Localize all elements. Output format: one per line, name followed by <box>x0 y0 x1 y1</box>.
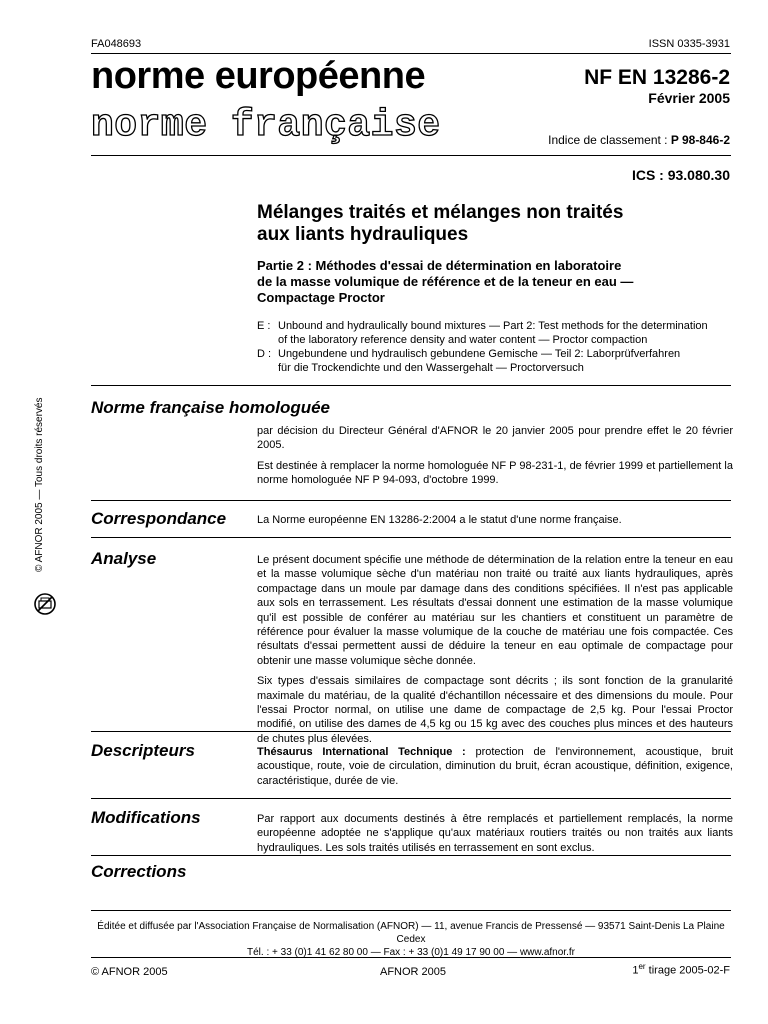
side-copyright-text: © AFNOR 2005 — Tous droits réservés <box>34 397 45 572</box>
paragraph: Le présent document spécifie une méthode de détermination de la relation entre la teneur en eau et la masse volumique sèche d'un matériau non traité ou traité aux liants hydrauliques, après compactage dans un moule par damage dans des conditions spécifiées. Il n'est pas applicable aux sols en terrassement. Les résultats d'essai donnent une estimation de la masse volumique qu'il est possible de conférer au matériau sur les chantiers et constituent un paramètre de référence pour évaluer la masse volumique de la couche de matériau une fois compactée. Ces résultats d'essai permettent aussi de déduire la teneur en eau optimale de compactage pour obtenir une masse volumique sèche donnée. <box>257 554 733 667</box>
section-rule <box>91 910 731 911</box>
ics-code: ICS : 93.080.30 <box>631 167 730 183</box>
translation-tag: E : <box>257 320 271 332</box>
publisher-info <box>91 920 731 959</box>
publisher-line: Éditée et diffusée par l'Association Française de Normalisation (AFNOR) — 11, avenue Francis de Pressensé — 93571 Saint-Denis La Plaine Cedex <box>97 921 725 945</box>
no-photocopy-icon <box>33 592 57 616</box>
translation-german <box>257 347 733 375</box>
heading-homologuee: Norme française homologuée <box>91 398 331 417</box>
footer-center: AFNOR 2005 <box>380 966 447 978</box>
heading-modifications: Modifications <box>91 808 201 827</box>
part-title-line: Partie 2 : Méthodes d'essai de détermination en laboratoire <box>257 258 622 273</box>
heading-correspondance: Correspondance <box>91 509 227 528</box>
translation-text <box>274 319 708 347</box>
body-modifications <box>257 812 733 861</box>
standard-number: NF EN 13286-2 <box>584 66 730 89</box>
classement-value: P 98-846-2 <box>670 133 730 147</box>
body-correspondance <box>257 513 733 533</box>
publisher-contact: Tél. : + 33 (0)1 41 62 80 00 — Fax : + 33 (0)1 49 17 90 00 — www.afnor.fr <box>247 947 575 958</box>
paragraph: Six types d'essais similaires de compactage sont décrits ; ils sont fonction de la granularité maximale du matériau, de la qualité d'échantillon nécessaire et des dimensions du moule. Pour l'essai Proctor normal, on utilise une dame de compactage de 2,5 kg. Pour l'essai Proctor modifié, on utilise des dames de 4,5 kg ou 15 kg avec des couches plus minces et des hauteurs de chutes plus élevées. <box>257 675 733 745</box>
tirage-superscript: er <box>638 962 646 971</box>
tirage-number: 1 <box>632 964 639 977</box>
body-homologuee <box>257 424 733 494</box>
paragraph: Par rapport aux documents destinés à être remplacés et partiellement remplacés, la norme européenne adoptée ne s'applique qu'aux matériaux routiers traités ou non traités aux liants hydrauliques. Les sols traités utilisés en terrassement en sont exclus. <box>257 813 733 854</box>
translation-english <box>257 319 733 347</box>
translation-text <box>274 347 680 375</box>
document-title-line: aux liants hydrauliques <box>257 224 469 245</box>
heading-analyse: Analyse <box>91 549 157 568</box>
header-rule-2 <box>91 155 731 156</box>
body-descripteurs <box>257 745 733 794</box>
translation-line: für die Trockendichte und den Wassergehalt — Proctorversuch <box>278 362 584 374</box>
paragraph: Est destinée à remplacer la norme homologuée NF P 98-231-1, de février 1999 et partiellement la norme homologuée NF P 94-093, d'octobre 1999. <box>257 459 733 487</box>
document-code: FA048693 <box>91 38 142 50</box>
section-rule <box>91 798 731 799</box>
footer-tirage <box>632 962 730 977</box>
descripteurs-text: protection de l'environnement, acoustique, bruit acoustique, route, voie de circulation, diminution du bruit, écran acoustique, définition, exigence, caractéristique, durée de vie. <box>257 746 733 787</box>
paragraph: par décision du Directeur Général d'AFNOR le 20 janvier 2005 pour prendre effet le 20 février 2005. <box>257 425 733 452</box>
tirage-text: tirage 2005-02-F <box>645 964 730 977</box>
translation-line: Ungebundene und hydraulisch gebundene Gemische — Teil 2: Laborprüfverfahren <box>278 348 681 360</box>
part-title <box>257 258 717 306</box>
side-copyright <box>26 397 56 580</box>
part-title-line: de la masse volumique de référence et de la teneur en eau — <box>257 274 634 289</box>
translation-line: Unbound and hydraulically bound mixtures — Part 2: Test methods for the determination <box>278 320 708 332</box>
part-title-line: Compactage Proctor <box>257 290 385 305</box>
section-rule <box>91 385 731 386</box>
translated-titles <box>257 319 733 375</box>
section-rule <box>91 537 731 538</box>
title-norme-francaise: norme française <box>91 104 441 147</box>
document-title-line: Mélanges traités et mélanges non traités <box>257 202 624 223</box>
header-rule <box>91 53 731 54</box>
standard-date: Février 2005 <box>648 90 730 106</box>
paragraph: La Norme européenne EN 13286-2:2004 a le statut d'une norme française. <box>257 514 622 526</box>
heading-descripteurs: Descripteurs <box>91 741 195 760</box>
paragraph <box>257 745 733 788</box>
classement-label: Indice de classement : <box>548 133 671 147</box>
body-analyse <box>257 553 733 752</box>
descripteurs-label: Thésaurus International Technique : <box>257 746 466 758</box>
document-title <box>257 202 717 246</box>
section-rule <box>91 500 731 501</box>
translation-line: of the laboratory reference density and water content — Proctor compaction <box>278 334 648 346</box>
title-norme-europeenne: norme européenne <box>91 55 426 97</box>
footer-copyright: © AFNOR 2005 <box>91 966 168 978</box>
heading-corrections: Corrections <box>91 862 187 881</box>
classement-index <box>548 133 730 147</box>
translation-tag: D : <box>257 348 272 360</box>
issn-number: ISSN 0335-3931 <box>648 38 730 50</box>
